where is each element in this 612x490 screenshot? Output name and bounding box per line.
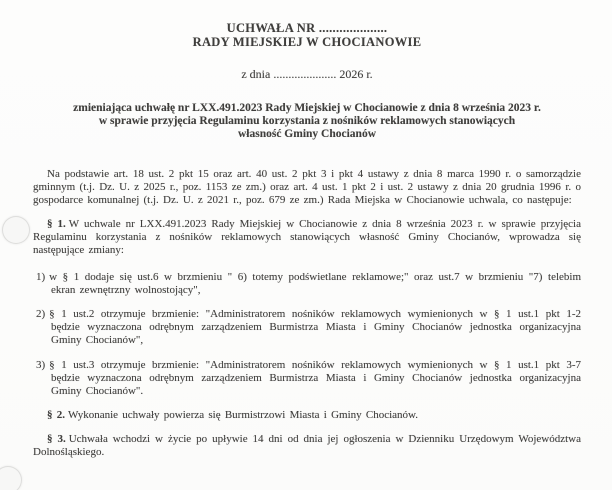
section-3-paragraph	[33, 433, 581, 459]
item-3-number: 3)	[36, 359, 46, 371]
amendment-item-2	[33, 308, 581, 347]
document-title	[33, 21, 581, 49]
subject-line-1: zmieniająca uchwałę nr LXX.491.2023 Rady Miejskiej w Chocianowie z dnia 8 września 2023 r.	[73, 102, 541, 114]
section-1-label: § 1.	[47, 218, 66, 230]
section-3-label: § 3.	[47, 433, 66, 445]
hole-punch-mark-top	[2, 216, 30, 244]
title-council-name: RADY MIEJSKIEJ W CHOCIANOWIE	[192, 35, 422, 49]
item-3-text: § 1 ust.3 otrzymuje brzmienie: "Administratorem nośników reklamowych wymienionych w § 1 ust.1 pkt 3-7 będzie wyznaczona odrębnym zarządzeniem Burmistrza Miasta i Gminy Chocianów jednostka organizacyjna Gminy Chocianów".	[49, 359, 581, 397]
subject-block	[33, 102, 581, 141]
document-content	[33, 0, 581, 470]
item-1-text: w § 1 dodaje się ust.6 w brzmieniu " 6) totemy podświetlane reklamowe;" oraz ust.7 w brzmieniu "7) telebim ekran zewnętrzny wolnostojący",	[49, 271, 581, 296]
section-3-text: Uchwała wchodzi w życie po upływie 14 dni od dnia jej ogłoszenia w Dzienniku Urzędowym Województwa Dolnośląskiego.	[33, 433, 581, 458]
amendment-item-1	[33, 271, 581, 297]
item-1-number: 1)	[36, 271, 46, 283]
section-1-text: W uchwale nr LXX.491.2023 Rady Miejskiej w Chocianowie z dnia 8 września 2023 r. w sprawie przyjęcia Regulaminu korzystania z nośników reklamowych stanowiących własność Gminy Chocianów, wprowadza się następujące zmiany:	[33, 218, 582, 256]
title-resolution-number: UCHWAŁA NR ....................	[226, 21, 388, 35]
item-2-text: § 1 ust.2 otrzymuje brzmienie: "Administratorem nośników reklamowych wymienionych w § 1 ust.1 pkt 1-2 będzie wyznaczona odrębnym zarządzeniem Burmistrza Miasta i Gminy Chocianów jednostka organizacyjna Gminy Chocianów",	[49, 308, 581, 346]
hole-punch-mark-bottom	[0, 466, 22, 490]
subject-line-2: w sprawie przyjęcia Regulaminu korzystania z nośników reklamowych stanowiących	[98, 115, 516, 127]
item-2-number: 2)	[36, 308, 46, 320]
section-1-paragraph	[33, 218, 581, 257]
section-2-text: Wykonanie uchwały powierza się Burmistrzowi Miasta i Gminy Chocianów.	[68, 409, 419, 421]
section-2-label: § 2.	[47, 409, 65, 421]
section-2-paragraph	[33, 409, 581, 422]
amendment-item-3	[33, 359, 581, 398]
subject-line-3: własność Gminy Chocianów	[237, 128, 377, 140]
date-line: z dnia ..................... 2026 r.	[241, 67, 373, 81]
preamble-paragraph: Na podstawie art. 18 ust. 2 pkt 15 oraz art. 40 ust. 2 pkt 3 i pkt 4 ustawy z dnia 8 marca 1990 r. o samorządzie gminnym (t.j. Dz. U. z 2025 r., poz. 1153 ze zm.) oraz art. 4 ust. 1 pkt 2 i ust. 2 ustawy z dnia 20 grudnia 1996 r. o gospodarce komunalnej (t.j. Dz. U. z 2021 r., poz. 679 ze zm.) Rada Miejska w Chocianowie uchwala, co następuje:	[33, 168, 581, 206]
